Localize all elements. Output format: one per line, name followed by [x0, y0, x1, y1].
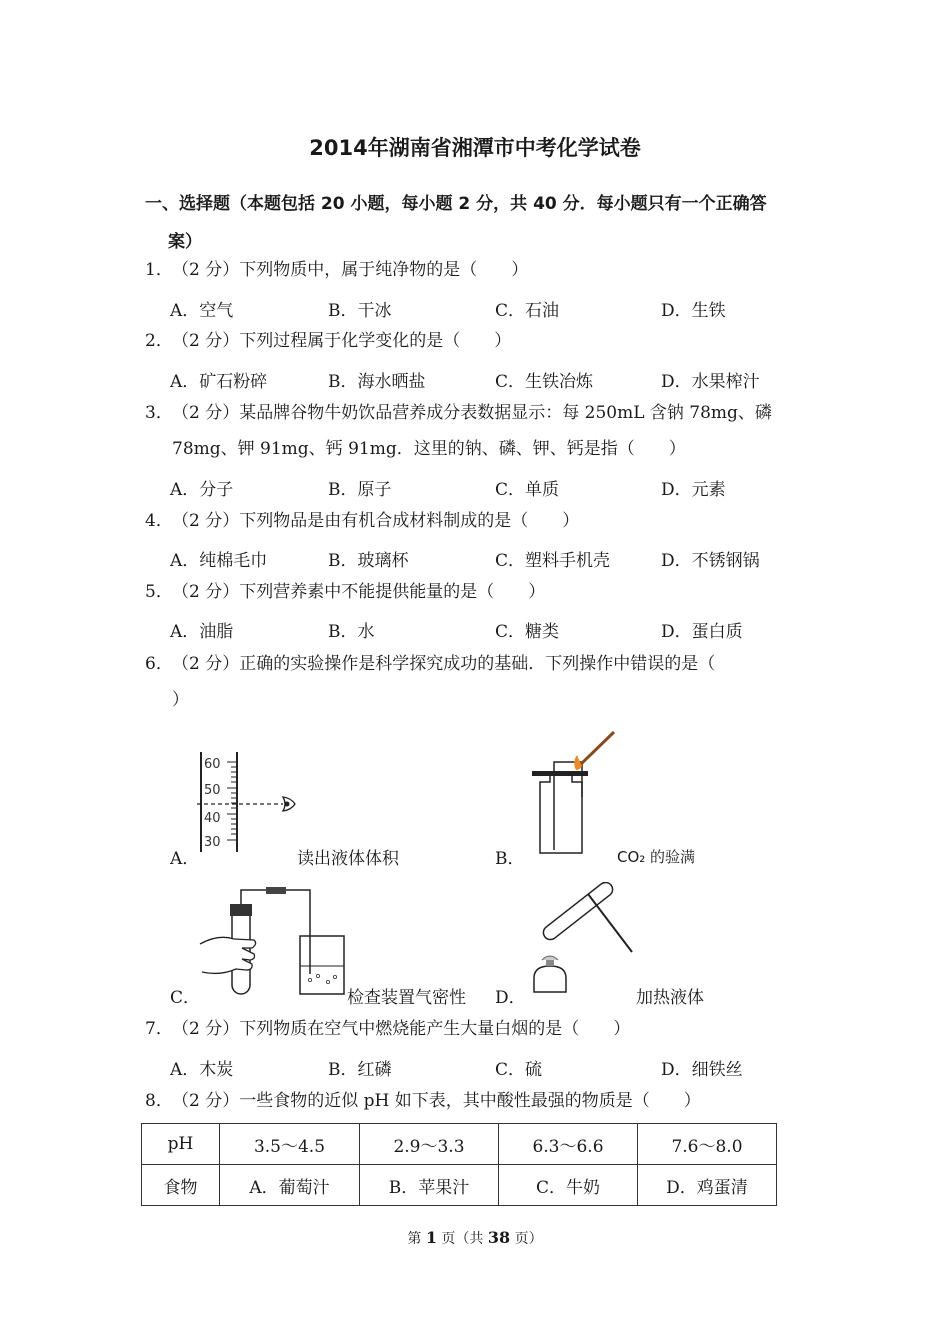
question-number: 5．	[145, 582, 173, 602]
question-number: 8．	[145, 1091, 173, 1111]
question-3	[145, 395, 825, 467]
option-d[interactable]: D．元素	[661, 480, 726, 500]
glass-plate	[532, 771, 588, 776]
section-heading	[145, 185, 815, 261]
question-text: （2 分）下列过程属于化学变化的是（ ）	[172, 331, 512, 351]
question-text: （2 分）下列物品是由有机合成材料制成的是（ ）	[172, 511, 580, 531]
question-text: （2 分）下列营养素中不能提供能量的是（ ）	[172, 582, 546, 602]
table-cell: 2.9～3.3	[360, 1124, 499, 1165]
figure-c-caption: 检查装置气密性	[347, 988, 466, 1008]
beaker	[300, 936, 344, 994]
option-b[interactable]: B．水	[328, 622, 375, 642]
eye-icon	[283, 797, 295, 811]
option-d[interactable]: D．细铁丝	[661, 1060, 743, 1080]
question-text: （2 分）某品牌谷物牛奶饮品营养成分表数据显示：每 250mL 含钠 78mg、磷	[172, 403, 772, 423]
table-cell[interactable]: C．牛奶	[499, 1165, 638, 1206]
section-heading-line2: 案）	[168, 232, 202, 252]
tilted-test-tube	[541, 882, 616, 942]
option-c[interactable]: C．石油	[495, 301, 560, 321]
figure-d-letter[interactable]: D．	[495, 988, 526, 1008]
gas-bottle	[540, 774, 582, 853]
question-text: （2 分）下列物质中，属于纯净物的是（ ）	[172, 260, 529, 280]
figure-d-caption: 加热液体	[636, 988, 704, 1008]
question-4	[145, 503, 825, 539]
tick-label-60: 60	[204, 757, 221, 772]
option-b[interactable]: B．红磷	[328, 1060, 392, 1080]
page-footer	[0, 1228, 950, 1248]
tick-label-50: 50	[204, 783, 221, 798]
question-1	[145, 252, 825, 288]
question-number: 4．	[145, 511, 173, 531]
option-b[interactable]: B．玻璃杯	[328, 551, 409, 571]
table-cell[interactable]: B．苹果汁	[360, 1165, 499, 1206]
option-a[interactable]: A．空气	[170, 301, 234, 321]
footer-suffix: 页）	[510, 1231, 543, 1247]
option-b[interactable]: B．海水晒盐	[328, 372, 426, 392]
table-cell: 食物	[142, 1165, 220, 1206]
hand-icon	[200, 937, 256, 973]
question-2	[145, 323, 825, 359]
figure-c-letter[interactable]: C．	[170, 988, 201, 1008]
figure-a-letter[interactable]: A．	[170, 849, 200, 869]
cylinder-ticks	[227, 762, 237, 840]
footer-prefix: 第	[407, 1231, 426, 1247]
question-text-continued: 78mg、钾 91mg、钙 91mg．这里的钠、磷、钾、钙是指（ ）	[172, 439, 686, 459]
question-number: 2．	[145, 331, 173, 351]
question-number: 7．	[145, 1019, 173, 1039]
figure-b-caption: CO₂ 的验满	[617, 848, 696, 866]
lamp-wick-holder	[546, 960, 554, 966]
option-d[interactable]: D．蛋白质	[661, 622, 743, 642]
option-d[interactable]: D．生铁	[661, 301, 726, 321]
option-b[interactable]: B．原子	[328, 480, 392, 500]
question-6	[145, 646, 825, 718]
tick-label-30: 30	[204, 835, 221, 850]
footer-middle: 页（共	[436, 1231, 488, 1247]
option-c[interactable]: C．糖类	[495, 622, 560, 642]
section-heading-line1: 一、选择题（本题包括 20 小题，每小题 2 分，共 40 分．每小题只有一个正确答	[145, 194, 767, 214]
option-c[interactable]: C．单质	[495, 480, 560, 500]
question-7	[145, 1011, 825, 1047]
option-d[interactable]: D．不锈钢锅	[661, 551, 760, 571]
option-a[interactable]: A．矿石粉碎	[170, 372, 268, 392]
option-c[interactable]: C．塑料手机壳	[495, 551, 611, 571]
question-text: （2 分）一些食物的近似 pH 如下表，其中酸性最强的物质是（ ）	[172, 1091, 701, 1111]
question-text: （2 分）下列物质在空气中燃烧能产生大量白烟的是（ ）	[172, 1019, 631, 1039]
question-number: 1．	[145, 260, 173, 280]
airtightness-figure	[198, 884, 348, 999]
question-5	[145, 574, 825, 610]
ph-table	[141, 1123, 777, 1206]
footer-page-number: 1	[425, 1228, 437, 1247]
rubber-stopper	[230, 904, 252, 916]
figure-b-letter[interactable]: B．	[495, 849, 525, 869]
flame	[542, 956, 558, 960]
table-cell: 7.6～8.0	[638, 1124, 777, 1165]
option-a[interactable]: A．分子	[170, 480, 234, 500]
question-text: （2 分）正确的实验操作是科学探究成功的基础．下列操作中错误的是（	[172, 654, 716, 674]
tick-label-40: 40	[204, 811, 221, 826]
wooden-match	[580, 732, 614, 765]
option-d[interactable]: D．水果榨汁	[661, 372, 760, 392]
table-cell: pH	[142, 1124, 220, 1165]
rubber-tube	[266, 887, 286, 894]
table-cell: 6.3～6.6	[499, 1124, 638, 1165]
alcohol-lamp	[534, 966, 566, 992]
option-a[interactable]: A．油脂	[170, 622, 234, 642]
option-c[interactable]: C．硫	[495, 1060, 543, 1080]
question-number: 3．	[145, 403, 173, 423]
footer-total-pages: 38	[487, 1228, 511, 1247]
table-cell: 3.5～4.5	[220, 1124, 360, 1165]
option-a[interactable]: A．木炭	[170, 1060, 234, 1080]
bubbles	[308, 974, 336, 983]
table-cell[interactable]: A．葡萄汁	[220, 1165, 360, 1206]
question-text-continued: ）	[172, 690, 189, 710]
page-title: 2014年湖南省湘潭市中考化学试卷	[309, 136, 641, 160]
question-8	[145, 1083, 825, 1119]
graduated-cylinder-figure	[195, 748, 305, 856]
table-cell[interactable]: D．鸡蛋清	[638, 1165, 777, 1206]
test-tube-holder	[588, 894, 632, 952]
question-number: 6．	[145, 654, 173, 674]
option-b[interactable]: B．干冰	[328, 301, 392, 321]
figure-a-caption: 读出液体体积	[297, 849, 399, 869]
co2-bottle-figure	[520, 722, 620, 857]
heating-liquid-figure	[520, 882, 640, 1000]
option-c[interactable]: C．生铁冶炼	[495, 372, 594, 392]
table-row	[142, 1124, 777, 1165]
option-a[interactable]: A．纯棉毛巾	[170, 551, 268, 571]
table-row	[142, 1165, 777, 1206]
